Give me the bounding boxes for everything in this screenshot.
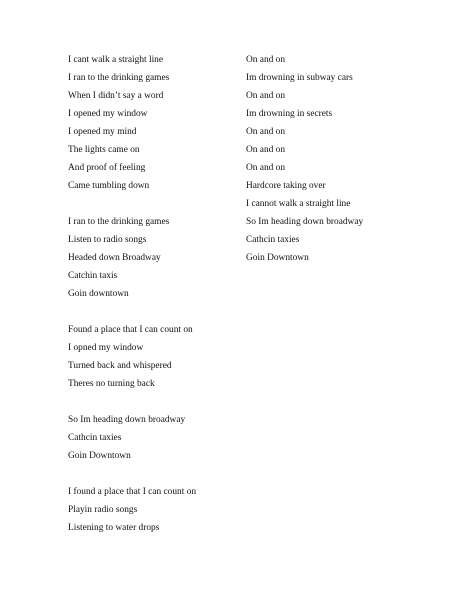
poem-line: The lights came on — [68, 145, 140, 155]
poem-line: I opned my window — [68, 343, 144, 353]
stanza-gap — [68, 195, 228, 213]
poem-line: I cannot walk a straight line — [246, 199, 351, 209]
poem-line: Goin Downtown — [246, 253, 309, 263]
poem-line: I cant walk a straight line — [68, 55, 164, 65]
poem-line: Playin radio songs — [68, 505, 138, 515]
poem-line: Cathcin taxies — [68, 433, 122, 443]
poem-line: On and on — [246, 91, 286, 101]
poem-line: Headed down Broadway — [68, 253, 161, 263]
poem-line: On and on — [246, 145, 286, 155]
poem-line: Turned back and whispered — [68, 361, 172, 371]
poem-line: On and on — [246, 163, 286, 173]
poem-line: On and on — [246, 55, 286, 65]
poem-line: Im drowning in secrets — [246, 109, 333, 119]
poem-line: And proof of feeling — [68, 163, 146, 173]
stanza-gap — [68, 303, 228, 321]
poem-line: Goin downtown — [68, 289, 129, 299]
poem-line: So Im heading down broadway — [68, 415, 186, 425]
poem-line: Came tumbling down — [68, 181, 150, 191]
poem-line: On and on — [246, 127, 286, 137]
poem-line: So Im heading down broadway — [246, 217, 364, 227]
poem-line: When I didn’t say a word — [68, 91, 164, 101]
poem-line: I opened my mind — [68, 127, 137, 137]
poem-line: I ran to the drinking games — [68, 217, 170, 227]
poem-line: I ran to the drinking games — [68, 73, 170, 83]
poem-line: Listen to radio songs — [68, 235, 147, 245]
poem-line: I found a place that I can count on — [68, 487, 197, 497]
stanza-gap — [68, 465, 228, 483]
poem-line: I opened my window — [68, 109, 148, 119]
poem-line: Im drowning in subway cars — [246, 73, 353, 83]
poem-line: Listening to water drops — [68, 523, 160, 533]
poem-line: Found a place that I can count on — [68, 325, 193, 335]
poem-line: Theres no turning back — [68, 379, 155, 389]
poem-line: Goin Downtown — [68, 451, 131, 461]
right-column — [246, 51, 446, 267]
poem-line: Hardcore taking over — [246, 181, 326, 191]
stanza-gap — [68, 393, 228, 411]
poem-line: Catchin taxis — [68, 271, 118, 281]
left-column — [68, 51, 228, 537]
poem-line: Cathcin taxies — [246, 235, 300, 245]
